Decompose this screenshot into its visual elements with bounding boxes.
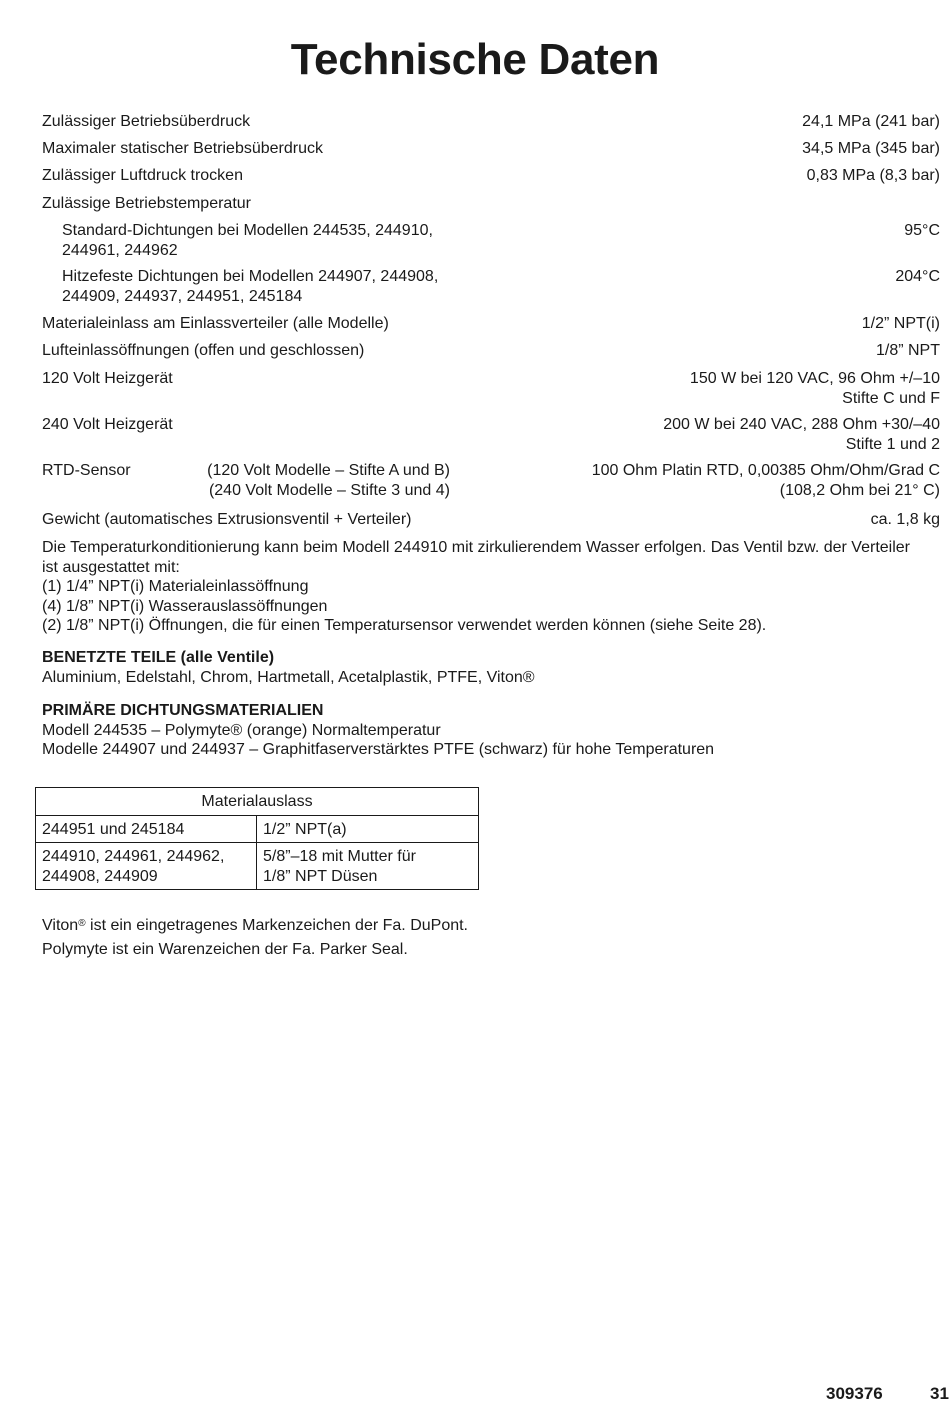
note-text: Viton [42,917,79,934]
cell-line: 5/8”–18 mit Mutter für [263,848,416,865]
paragraph-line: ist ausgestattet mit: [42,558,180,576]
viton-trademark-note [42,914,468,936]
spec-value-line: 200 W bei 240 VAC, 288 Ohm +30/–40 [663,416,940,433]
spec-label-line: Hitzefeste Dichtungen bei Modellen 244907, 244908, [62,268,439,285]
document-number: 309376 [826,1384,883,1403]
table-header-row [36,788,479,816]
section-heading: BENETZTE TEILE (alle Ventile) [42,649,275,666]
spec-pin-line: (120 Volt Modelle – Stifte A und B) [207,462,450,479]
spec-label: Gewicht (automatisches Extrusionsventil + Verteiler) [42,511,412,528]
material-outlet-table [35,787,479,890]
table-cell-spec [257,843,479,890]
spec-value [592,461,940,500]
paragraph-line: (4) 1/8” NPT(i) Wasserauslassöffnungen [42,597,328,615]
cell-line: 244910, 244961, 244962, [42,848,225,865]
table-cell-models: 244951 und 245184 [36,815,257,843]
paragraph-line: (2) 1/8” NPT(i) Öffnungen, die für einen Temperatursensor verwendet werden können (siehe Seite 28). [42,617,767,634]
wetted-parts-section [42,648,942,687]
paragraph-line: Die Temperaturkonditionierung kann beim Modell 244910 mit zirkulierendem Wasser erfolgen. Das Ventil bzw. der Verteiler [42,539,910,556]
section-text: Aluminium, Edelstahl, Chrom, Hartmetall, Acetalplastik, PTFE, Viton® [42,668,535,686]
table-header: Materialauslass [36,788,479,816]
section-text: Modelle 244907 und 244937 – Graphitfaserverstärktes PTFE (schwarz) für hohe Temperaturen [42,741,715,758]
spec-label-line: Standard-Dichtungen bei Modellen 244535, 244910, [62,222,433,239]
polymyte-trademark-note: Polymyte ist ein Warenzeichen der Fa. Parker Seal. [42,941,408,958]
spec-label: RTD-Sensor [42,462,131,479]
spec-label: Zulässiger Betriebsüberdruck [42,113,251,130]
spec-value: 1/8” NPT [875,342,940,359]
table-cell-spec: 1/2” NPT(a) [257,815,479,843]
spec-label-line: 244909, 244937, 244951, 245184 [62,287,303,305]
cell-line: 244908, 244909 [42,867,158,885]
section-text: Modell 244535 – Polymyte® (orange) Normaltemperatur [42,721,441,739]
spec-label: Lufteinlassöffnungen (offen und geschlossen) [42,342,365,359]
spec-value-line: 100 Ohm Platin RTD, 0,00385 Ohm/Ohm/Grad C [591,462,940,479]
table-row [36,815,479,843]
spec-value: ca. 1,8 kg [870,511,940,528]
spec-label: Maximaler statischer Betriebsüberdruck [42,140,323,157]
spec-label: Materialeinlass am Einlassverteiler (alle Modelle) [42,315,389,332]
registered-mark: ® [78,918,86,929]
cell-line: 1/8” NPT Düsen [263,867,378,885]
spec-label: Zulässiger Luftdruck trocken [42,167,243,184]
page-number: 31 [930,1384,949,1403]
spec-value: 0,83 MPa (8,3 bar) [806,167,940,184]
temperature-conditioning-paragraph [42,538,942,636]
table-row [36,843,479,890]
spec-value-line: Stifte C und F [842,389,940,407]
note-text: ist ein eingetragenes Markenzeichen der Fa. DuPont. [85,917,468,934]
spec-value [690,369,940,408]
page-title: Technische Daten [290,35,660,84]
spec-label [62,221,433,260]
spec-pin-note [204,461,450,500]
spec-value-line: 150 W bei 120 VAC, 96 Ohm +/–10 [689,370,940,387]
paragraph-line: (1) 1/4” NPT(i) Materialeinlassöffnung [42,578,309,595]
spec-label: 240 Volt Heizgerät [42,416,173,433]
spec-value: 34,5 MPa (345 bar) [802,140,940,157]
spec-pin-line: (240 Volt Modelle – Stifte 3 und 4) [208,481,450,499]
spec-label [62,267,438,306]
table-cell-models [36,843,257,890]
spec-value: 1/2” NPT(i) [861,315,940,332]
seal-materials-section [42,701,942,760]
spec-label: 120 Volt Heizgerät [42,370,173,387]
spec-value: 204°C [895,268,940,285]
spec-value-line: (108,2 Ohm bei 21° C) [779,481,940,499]
spec-value [663,415,940,454]
spec-value: 95°C [904,222,940,239]
section-heading: PRIMÄRE DICHTUNGSMATERIALIEN [42,702,324,719]
spec-label: Zulässige Betriebstemperatur [42,195,251,212]
spec-label-line: 244961, 244962 [62,241,178,259]
spec-value-line: Stifte 1 und 2 [845,435,940,453]
spec-value: 24,1 MPa (241 bar) [802,113,940,130]
